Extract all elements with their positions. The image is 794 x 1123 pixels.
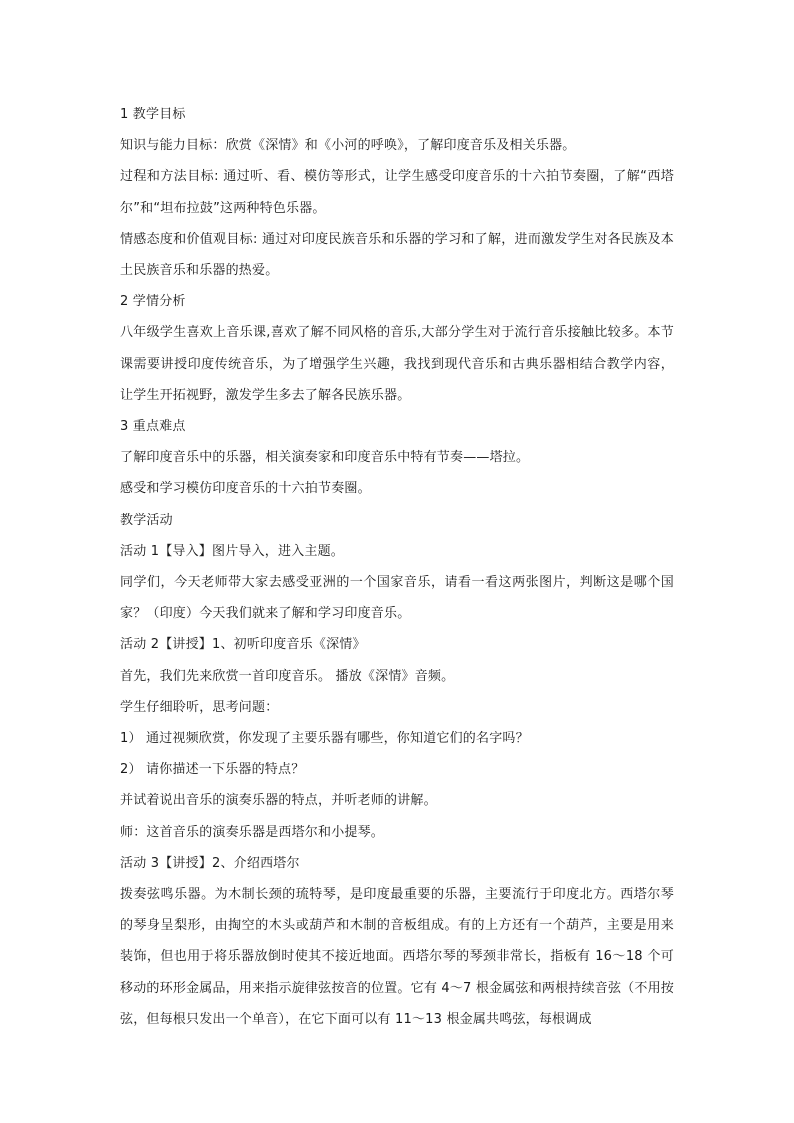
activity-2-title: 活动 2【讲授】1、初听印度音乐《深情》 (120, 637, 366, 653)
paragraph-knowledge-goal: 知识与能力目标：欣赏《深情》和《小河的呼唤》，了解印度音乐及相关乐器。 (120, 138, 576, 154)
activity-1-body: 同学们，今天老师带大家去感受亚洲的一个国家音乐，请看一看这两张图片，判断这是哪个国家？（印度）今天我们就来了解和学习印度音乐。 (120, 575, 674, 622)
paragraph-key-point-2: 感受和学习模仿印度音乐的十六拍节奏圈。 (120, 481, 371, 497)
activity-2-instruction: 并试着说出音乐的演奏乐器的特点，并听老师的讲解。 (120, 793, 437, 809)
question-2: 2） 请你描述一下乐器的特点？ (120, 762, 305, 778)
paragraph-emotion-goal: 情感态度和价值观目标: 通过对印度民族音乐和乐器的学习和了解，进而激发学生对各民族及本土民族音乐和乐器的热爱。 (120, 231, 674, 279)
activity-1-title: 活动 1【导入】图片导入，进入主题。 (120, 543, 345, 559)
section-heading-analysis: 2 学情分析 (120, 294, 186, 310)
section-heading-key-points: 3 重点难点 (120, 419, 186, 435)
activity-2-intro: 首先，我们先来欣赏一首印度音乐。 播放《深情》音频。 (120, 668, 455, 684)
activity-3-title: 活动 3【讲授】2、介绍西塔尔 (120, 855, 300, 871)
question-1: 1） 通过视频欣赏，你发现了主要乐器有哪些，你知道它们的名字吗？ (120, 731, 529, 747)
paragraph-student-analysis: 八年级学生喜欢上音乐课,喜欢了解不同风格的音乐,大部分学生对于流行音乐接触比较多。本节课需要讲授印度传统音乐，为了增强学生兴趣，我找到现代音乐和古典乐器相结合教学内容，让学生开拓视野，激发学生多去了解各民族乐器。 (120, 325, 674, 403)
paragraph-process-goal: 过程和方法目标: 通过听、看、模仿等形式，让学生感受印度音乐的十六拍节奏圈，了解“西塔尔”和“坦布拉鼓”这两种特色乐器。 (120, 169, 674, 216)
section-heading-activities: 教学活动 (120, 512, 173, 528)
activity-2-listen: 学生仔细聆听，思考问题： (120, 699, 279, 715)
section-heading-objectives: 1 教学目标 (120, 107, 186, 122)
paragraph-key-point-1: 了解印度音乐中的乐器，相关演奏家和印度音乐中特有节奏——塔拉。 (120, 450, 530, 466)
activity-3-body: 拨奏弦鸣乐器。为木制长颈的琉特琴，是印度最重要的乐器，主要流行于印度北方。西塔尔琴的琴身呈梨形，由掏空的木头或葫芦和木制的音板组成。有的上方还有一个葫芦，主要是用来装饰，但也用于将乐器放倒时使其不接近地面。西塔尔琴的琴颈非常长，指板有 16～18 个可移动的环形金属品，用来指示旋律弦按音的位置。它有 4～7 根金属弦和两根持续音弦（不用按弦，但每根只发出一个单音），在它下面可以有 11～13 根金属共鸣弦，每根调成 (120, 887, 674, 1027)
activity-2-teacher: 师：这首音乐的演奏乐器是西塔尔和小提琴。 (120, 824, 385, 840)
